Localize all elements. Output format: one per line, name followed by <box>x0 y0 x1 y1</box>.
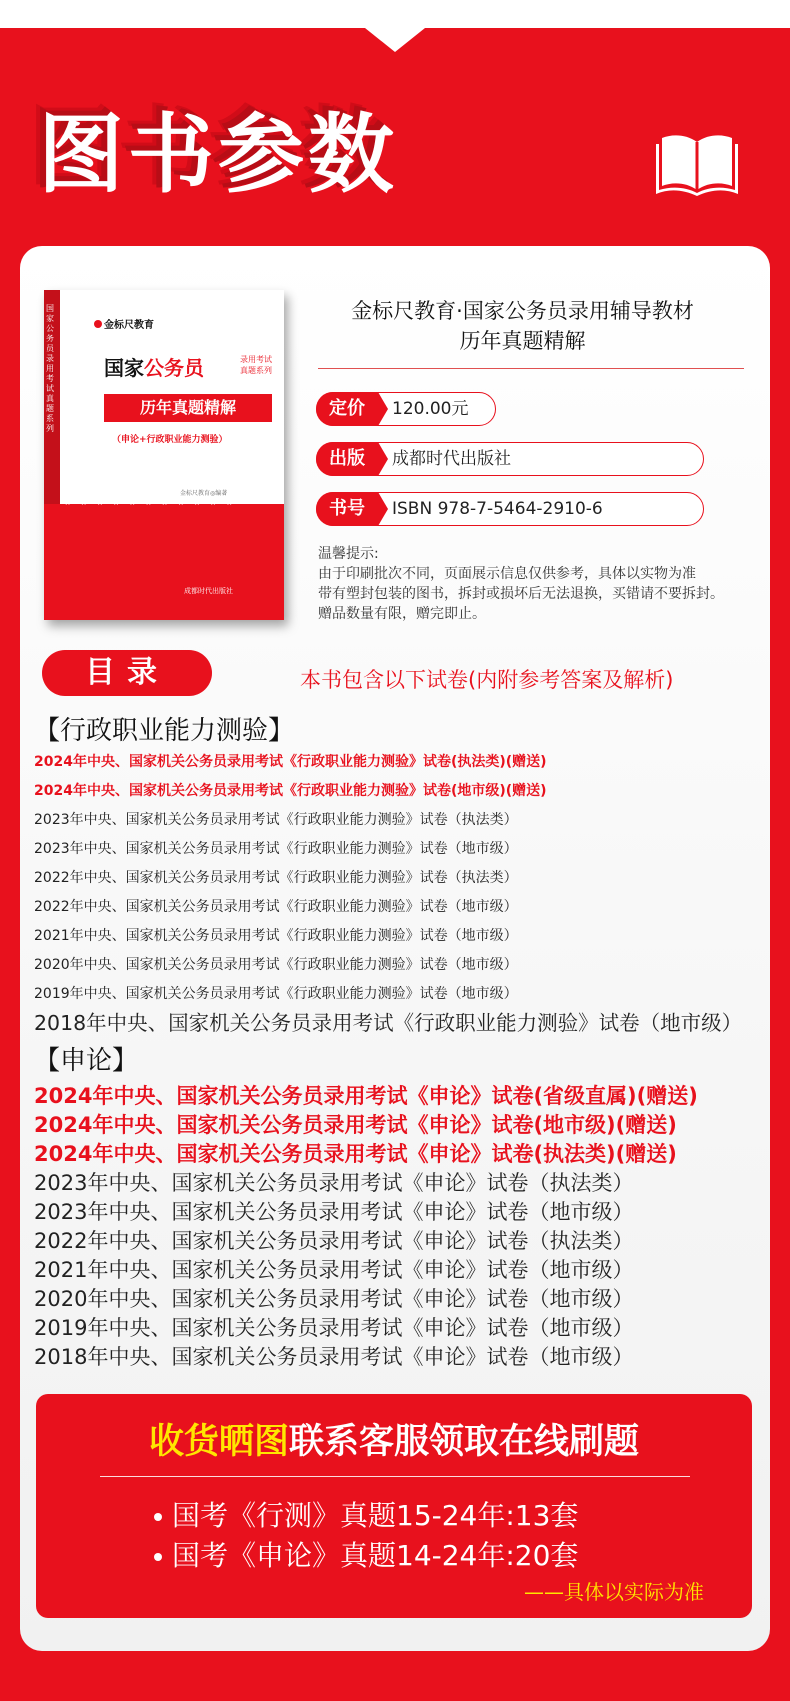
notice-line: 由于印刷批次不同，页面展示信息仅供参考，具体以实物为准 <box>318 566 696 582</box>
list-item: 2018年中央、国家机关公务员录用考试《行政职业能力测验》试卷（地市级） <box>34 1011 743 1035</box>
list-item: 2023年中央、国家机关公务员录用考试《申论》试卷（地市级） <box>34 1200 634 1224</box>
cover-press: 成都时代出版社 <box>184 587 233 595</box>
cover-red-bottom <box>44 504 284 620</box>
list-item: 2021年中央、国家机关公务员录用考试《申论》试卷（地市级） <box>34 1258 634 1282</box>
cover-band-title: 历年真题精解 <box>104 394 272 422</box>
cover-star-row: ★★★★★★★★★★★ <box>64 498 242 507</box>
purchase-notice <box>318 544 724 624</box>
cover-logo-text: 金标尺教育 <box>104 320 154 331</box>
promo-box <box>36 1394 752 1618</box>
list-item: 2022年中央、国家机关公务员录用考试《行政职业能力测验》试卷（地市级） <box>34 899 518 915</box>
bullet-icon <box>154 1513 162 1521</box>
notice-line: 赠品数量有限，赠完即止。 <box>318 606 486 622</box>
list-item: 2022年中央、国家机关公务员录用考试《行政职业能力测验》试卷（执法类） <box>34 870 518 886</box>
open-book-icon <box>656 130 738 196</box>
toc-note: 本书包含以下试卷(内附参考答案及解析) <box>300 668 674 692</box>
promo-footnote: ——具体以实际为准 <box>524 1580 704 1604</box>
spec-label: 出版 <box>316 442 378 476</box>
exam-list-xingce <box>34 748 742 1038</box>
notice-line: 温馨提示: <box>318 546 379 562</box>
list-item: 2024年中央、国家机关公务员录用考试《申论》试卷(执法类)(赠送) <box>34 1142 677 1166</box>
cover-editor: 金标尺教育◎编著 <box>180 490 228 497</box>
section-heading-shenlun: 【申论】 <box>34 1046 139 1076</box>
section-heading-xingce: 【行政职业能力测验】 <box>34 716 295 746</box>
list-item: 2024年中央、国家机关公务员录用考试《申论》试卷(省级直属)(赠送) <box>34 1084 698 1108</box>
exam-list-shenlun <box>34 1082 698 1372</box>
promo-title-highlight: 收货晒图 <box>148 1422 289 1462</box>
top-notch <box>365 28 425 52</box>
bullet-icon <box>154 1553 162 1561</box>
book-cover-image <box>44 290 284 620</box>
promo-title <box>36 1414 752 1464</box>
promo-title-rest: 联系客服领取在线刷题 <box>289 1422 640 1462</box>
list-item: 2023年中央、国家机关公务员录用考试《行政职业能力测验》试卷（执法类） <box>34 812 518 828</box>
list-item: 2019年中央、国家机关公务员录用考试《行政职业能力测验》试卷（地市级） <box>34 986 518 1002</box>
promo-item-text: 国考《行测》真题15-24年:13套 <box>172 1499 579 1532</box>
info-divider <box>318 368 744 369</box>
book-info-title-line1: 金标尺教育·国家公务员录用辅导教材 <box>351 299 694 323</box>
list-item: 2022年中央、国家机关公务员录用考试《申论》试卷（执法类） <box>34 1229 634 1253</box>
spec-value: 成都时代出版社 <box>392 449 511 469</box>
spec-value: ISBN 978-7-5464-2910-6 <box>392 499 603 519</box>
spec-label: 书号 <box>316 492 378 526</box>
list-item: 2024年中央、国家机关公务员录用考试《行政职业能力测验》试卷(地市级)(赠送) <box>34 783 547 799</box>
list-item: 2021年中央、国家机关公务员录用考试《行政职业能力测验》试卷（地市级） <box>34 928 518 944</box>
promo-divider <box>100 1476 690 1477</box>
logo-mark-icon <box>94 320 102 328</box>
cover-publisher-logo <box>94 316 154 331</box>
cover-title-main <box>104 352 204 381</box>
toc-badge: 目录 <box>42 650 212 696</box>
list-item: 2020年中央、国家机关公务员录用考试《行政职业能力测验》试卷（地市级） <box>34 957 518 973</box>
list-item: 2023年中央、国家机关公务员录用考试《申论》试卷（执法类） <box>34 1171 634 1195</box>
cover-spine-text: 国家公务员录用考试真题系列 <box>46 304 54 433</box>
book-info-title <box>300 296 745 356</box>
cover-series: 录用考试 真题系列 <box>240 355 272 375</box>
promo-item <box>154 1534 578 1574</box>
list-item: 2023年中央、国家机关公务员录用考试《行政职业能力测验》试卷（地市级） <box>34 841 518 857</box>
page-title: 图书参数 <box>38 105 398 205</box>
list-item: 2024年中央、国家机关公务员录用考试《行政职业能力测验》试卷(执法类)(赠送) <box>34 754 547 770</box>
cover-name-highlight: 公务员 <box>144 356 204 380</box>
spec-tag-arrow <box>378 442 388 476</box>
spec-tag-arrow <box>378 492 388 526</box>
spec-tag-arrow <box>378 392 388 426</box>
promo-item <box>154 1494 578 1534</box>
list-item: 2019年中央、国家机关公务员录用考试《申论》试卷（地市级） <box>34 1316 634 1340</box>
cover-subtitle: （申论+行政职业能力测验） <box>112 435 228 445</box>
spec-value: 120.00元 <box>392 399 469 419</box>
book-info-title-line2: 历年真题精解 <box>459 329 586 353</box>
promo-item-text: 国考《申论》真题14-24年:20套 <box>172 1539 579 1572</box>
list-item: 2020年中央、国家机关公务员录用考试《申论》试卷（地市级） <box>34 1287 634 1311</box>
list-item: 2024年中央、国家机关公务员录用考试《申论》试卷(地市级)(赠送) <box>34 1113 677 1137</box>
list-item: 2018年中央、国家机关公务员录用考试《申论》试卷（地市级） <box>34 1345 634 1369</box>
notice-line: 带有塑封包装的图书，拆封或损坏后无法退换，买错请不要拆封。 <box>318 586 724 602</box>
cover-name-prefix: 国家 <box>104 356 144 380</box>
spec-label: 定价 <box>316 392 378 426</box>
